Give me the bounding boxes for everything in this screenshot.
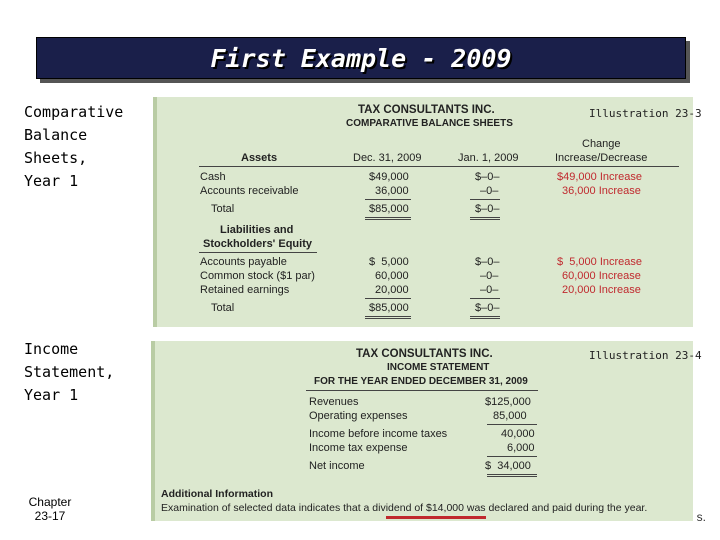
row-label: Accounts payable: [200, 256, 287, 268]
row-label: Cash: [200, 171, 226, 183]
row-change: 60,000 Increase: [562, 270, 641, 282]
is-row-value: $ 34,000: [485, 460, 531, 472]
title-bar: [36, 37, 686, 79]
row-dec: 20,000: [375, 284, 409, 296]
is-row-label: Revenues: [309, 396, 359, 408]
chapter-number: 23-17: [34, 509, 66, 523]
col-change-1: Change: [582, 138, 621, 150]
sum-rule: [365, 298, 411, 299]
total-jan: $–0–: [475, 203, 500, 215]
row-dec: 36,000: [375, 185, 409, 197]
is-company: TAX CONSULTANTS INC.: [356, 348, 493, 360]
sum-rule: [487, 424, 537, 425]
total-label: Total: [211, 302, 235, 314]
bs-subtitle: COMPARATIVE BALANCE SHEETS: [346, 118, 513, 129]
row-jan: $–0–: [475, 171, 500, 183]
is-header-rule: [306, 390, 538, 391]
is-row-label: Operating expenses: [309, 410, 408, 422]
row-change: $49,000 Increase: [557, 171, 643, 183]
balance-sheet-caption: Comparative Balance Sheets, Year 1: [24, 103, 124, 190]
row-jan: –0–: [480, 284, 499, 296]
is-row-label: Income before income taxes: [309, 428, 448, 440]
panel-edge: [151, 341, 155, 521]
sum-rule: [470, 199, 500, 200]
total-label: Total: [211, 203, 235, 215]
row-dec: $ 5,000: [369, 256, 409, 268]
row-label: Common stock ($1 par): [200, 270, 315, 282]
sum-rule: [365, 199, 411, 200]
row-change: $ 5,000 Increase: [557, 256, 643, 268]
is-row-value: 40,000: [501, 428, 535, 440]
row-change: 36,000 Increase: [562, 185, 641, 197]
col-assets: Assets: [241, 152, 278, 164]
double-rule: [487, 476, 537, 477]
sum-rule: [470, 298, 500, 299]
additional-heading: Additional Information: [161, 488, 273, 500]
bs-illustration: Illustration 23-3: [589, 107, 702, 120]
sum-rule: [487, 456, 537, 457]
row-jan: –0–: [480, 270, 499, 282]
double-rule: [365, 217, 411, 218]
row-dec: $49,000: [369, 171, 409, 183]
header-rule: [199, 166, 679, 167]
col-jan: Jan. 1, 2009: [458, 152, 519, 164]
is-row-value: 85,000: [493, 410, 527, 422]
row-jan: $–0–: [475, 256, 500, 268]
slide-title: First Example - 2009: [210, 43, 512, 73]
is-subtitle: INCOME STATEMENT: [387, 362, 490, 373]
double-rule: [470, 318, 500, 319]
col-dec: Dec. 31, 2009: [353, 152, 422, 164]
footer-mark: s.: [696, 510, 706, 524]
chapter-label: [24, 495, 76, 523]
is-row-label: Net income: [309, 460, 365, 472]
balance-sheet-panel: [153, 97, 702, 327]
is-row-value: $125,000: [485, 396, 531, 408]
total-dec: $85,000: [369, 203, 409, 215]
chapter-word: Chapter: [28, 495, 72, 509]
row-label: Accounts receivable: [200, 185, 299, 197]
income-statement-panel: [151, 341, 702, 521]
double-rule: [470, 219, 500, 220]
double-rule: [470, 217, 500, 218]
is-row-label: Income tax expense: [309, 442, 408, 454]
total-jan: $–0–: [475, 302, 500, 314]
total-dec: $85,000: [369, 302, 409, 314]
is-illustration: Illustration 23-4: [589, 349, 702, 362]
additional-text: Examination of selected data indicates that a dividend of $14,000 was declared and paid during the year.: [161, 502, 648, 514]
is-period: FOR THE YEAR ENDED DECEMBER 31, 2009: [314, 376, 528, 387]
liab-heading-1: Liabilities and: [220, 224, 294, 236]
row-label: Retained earnings: [200, 284, 290, 296]
double-rule: [487, 474, 537, 475]
double-rule: [470, 316, 500, 317]
double-rule: [365, 318, 411, 319]
double-rule: [365, 316, 411, 317]
col-change-2: Increase/Decrease: [555, 152, 648, 164]
income-statement-caption: Income Statement, Year 1: [24, 340, 115, 404]
is-row-value: 6,000: [507, 442, 535, 454]
liab-rule: [199, 252, 317, 253]
panel-edge: [153, 97, 157, 327]
highlight-underline: [386, 516, 486, 519]
liab-heading-2: Stockholders' Equity: [203, 238, 312, 250]
bs-company: TAX CONSULTANTS INC.: [358, 104, 495, 116]
row-jan: –0–: [480, 185, 499, 197]
double-rule: [365, 219, 411, 220]
row-dec: 60,000: [375, 270, 409, 282]
row-change: 20,000 Increase: [562, 284, 641, 296]
